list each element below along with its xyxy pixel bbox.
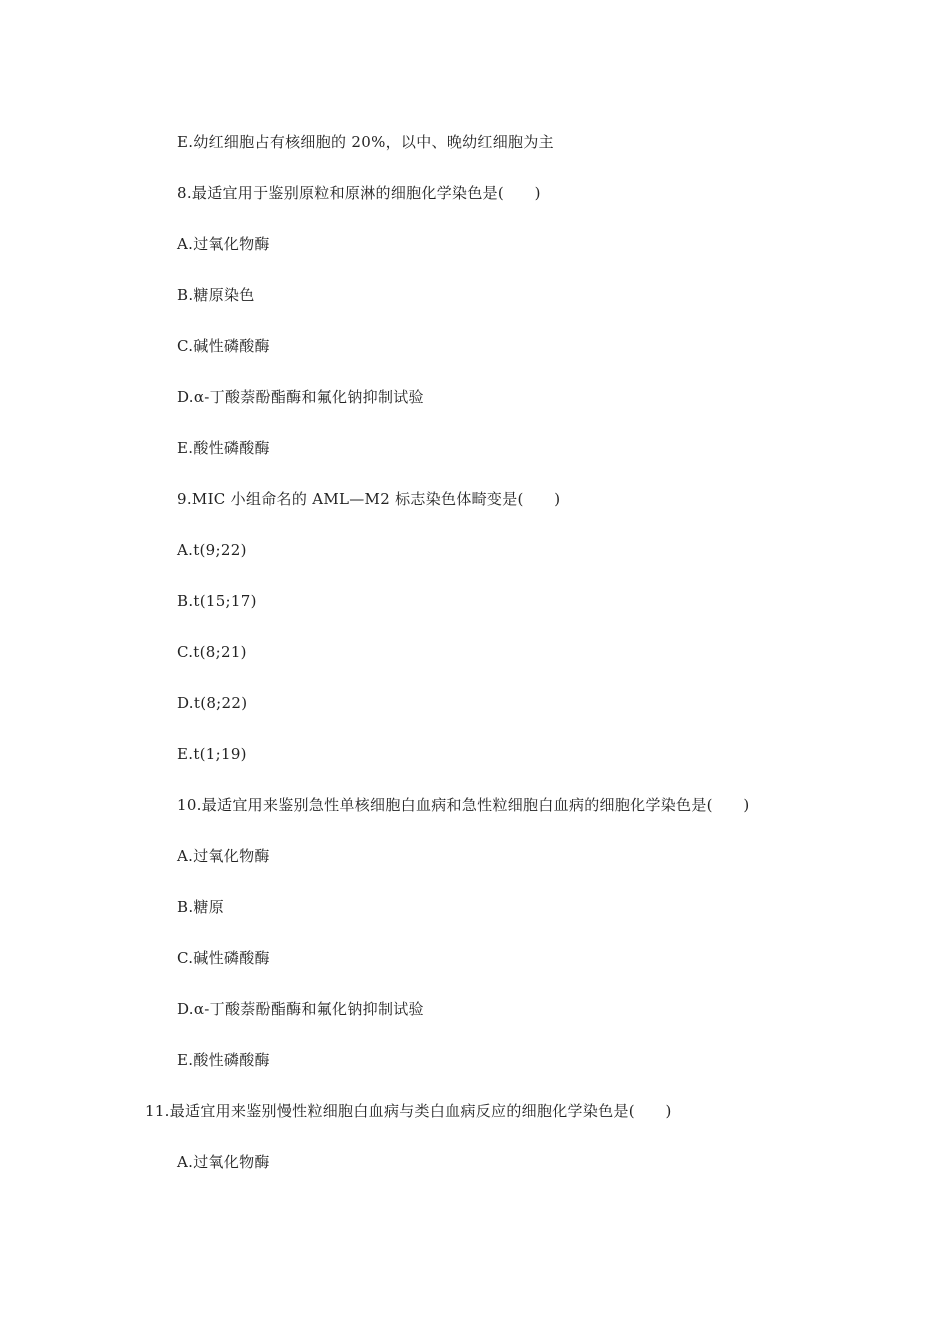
question-10: 10.最适宜用来鉴别急性单核细胞白血病和急性粒细胞白血病的细胞化学染色是( ): [177, 796, 750, 814]
option-b-q8: B.糖原染色: [177, 286, 255, 304]
question-8: 8.最适宜用于鉴别原粒和原淋的细胞化学染色是( ): [177, 184, 541, 202]
question-11: 11.最适宜用来鉴别慢性粒细胞白血病与类白血病反应的细胞化学染色是( ): [145, 1102, 672, 1120]
option-b-q9: B.t(15;17): [177, 592, 257, 610]
option-b-q10: B.糖原: [177, 898, 224, 916]
option-a-q8: A.过氧化物酶: [177, 235, 270, 253]
option-d-q10: D.α-丁酸萘酚酯酶和氟化钠抑制试验: [177, 1000, 424, 1018]
option-e-q8: E.酸性磷酸酶: [177, 439, 270, 457]
option-c-q8: C.碱性磷酸酶: [177, 337, 270, 355]
option-e-q7: E.幼红细胞占有核细胞的 20%，以中、晚幼红细胞为主: [177, 133, 554, 151]
option-d-q8: D.α-丁酸萘酚酯酶和氟化钠抑制试验: [177, 388, 424, 406]
option-e-q9: E.t(1;19): [177, 745, 247, 763]
question-9: 9.MIC 小组命名的 AML—M2 标志染色体畸变是( ): [177, 490, 561, 508]
option-a-q10: A.过氧化物酶: [177, 847, 270, 865]
option-e-q10: E.酸性磷酸酶: [177, 1051, 270, 1069]
option-c-q10: C.碱性磷酸酶: [177, 949, 270, 967]
option-a-q9: A.t(9;22): [177, 541, 247, 559]
option-d-q9: D.t(8;22): [177, 694, 248, 712]
option-a-q11: A.过氧化物酶: [177, 1153, 270, 1171]
option-c-q9: C.t(8;21): [177, 643, 247, 661]
